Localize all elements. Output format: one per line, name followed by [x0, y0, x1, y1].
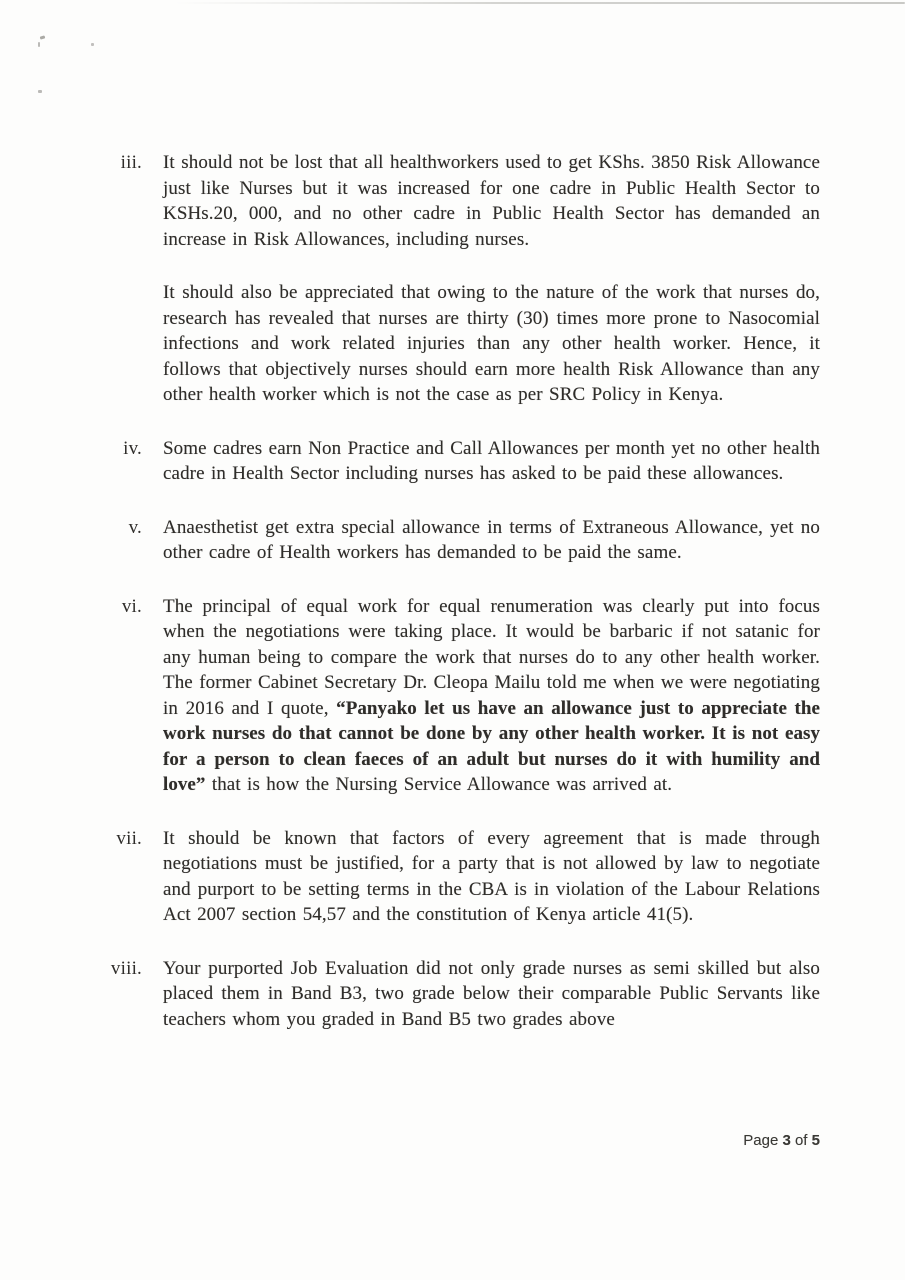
- bold-quote-text: “Panyako let us have an allowance just to appreciate the work nurses do that cannot be done by any other health worker. It is not easy for a person to clean faeces of an adult but nurses do it with humility and love”: [163, 697, 820, 795]
- scan-speck: [91, 43, 94, 46]
- list-item-paragraph: [163, 826, 820, 928]
- body-text: The principal of equal work for equal renumeration was clearly put into focus when the negotiations were taking place. It would be barbaric if not satanic for any human being to compare the work that nurses do to any other health worker. The former Cabinet Secretary Dr. Cleopa Mailu told me when we were negotiating in 2016 and I quote,: [163, 595, 820, 719]
- list-item: [92, 956, 820, 1033]
- page-footer: [92, 1132, 820, 1149]
- list-item-marker: vi.: [121, 595, 142, 617]
- list-item-marker: viii.: [110, 957, 142, 979]
- document-body: [92, 150, 820, 1060]
- list-item: [92, 515, 820, 566]
- list-item-paragraph: [163, 436, 820, 487]
- list-item-marker: iv.: [123, 437, 142, 459]
- list-item: [92, 826, 820, 928]
- list-item-paragraph: [163, 515, 820, 566]
- body-text: It should be known that factors of every agreement that is made through negotiations must be justified, for a party that is not allowed by law to negotiate and purport to be setting terms in the CBA is in violation of the Labour Relations Act 2007 section 54,57 and the constitution of Kenya article 41(5).: [163, 827, 820, 925]
- list-item-marker: vii.: [116, 827, 142, 849]
- list-item: [92, 280, 820, 408]
- list-item-paragraph: [163, 594, 820, 798]
- body-text: that is how the Nursing Service Allowance was arrived at.: [205, 774, 673, 795]
- list-item-marker: v.: [128, 516, 142, 538]
- footer-page-number: 3: [782, 1132, 791, 1149]
- list-item-paragraph: [163, 150, 820, 252]
- list-item: [92, 594, 820, 798]
- body-text: Anaesthetist get extra special allowance in terms of Extraneous Allowance, yet no other cadre of Health workers has demanded to be paid the same.: [163, 516, 820, 563]
- body-text: It should not be lost that all healthworkers used to get KShs. 3850 Risk Allowance just like Nurses but it was increased for one cadre in Public Health Sector to KSHs.20, 000, and no other cadre in Public Health Sector has demanded an increase in Risk Allowances, including nurses.: [163, 152, 820, 250]
- scan-edge-line: [175, 2, 905, 4]
- footer-page-label: Page: [743, 1132, 783, 1149]
- scan-speck: [40, 35, 46, 39]
- list-item-marker: iii.: [120, 152, 142, 173]
- scan-speck: [38, 90, 42, 93]
- list-item: [92, 150, 820, 252]
- footer-page-total: 5: [811, 1132, 820, 1149]
- body-text: Your purported Job Evaluation did not only grade nurses as semi skilled but also placed them in Band B3, two grade below their comparable Public Servants like teachers whom you graded in Band B5 two grades above: [163, 957, 820, 1030]
- footer-of-label: of: [790, 1132, 812, 1149]
- scan-speck: [38, 42, 40, 47]
- list-item-paragraph: [163, 280, 820, 408]
- list-item-paragraph: [163, 956, 820, 1033]
- list-item-marker: [92, 280, 142, 408]
- body-text: Some cadres earn Non Practice and Call Allowances per month yet no other health cadre in Health Sector including nurses has asked to be paid these allowances.: [163, 437, 820, 484]
- list-item: [92, 436, 820, 487]
- body-text: It should also be appreciated that owing to the nature of the work that nurses do, research has revealed that nurses are thirty (30) times more prone to Nasocomial infections and work related injuries than any other health worker. Hence, it follows that objectively nurses should earn more health Risk Allowance than any other health worker which is not the case as per SRC Policy in Kenya.: [163, 282, 820, 405]
